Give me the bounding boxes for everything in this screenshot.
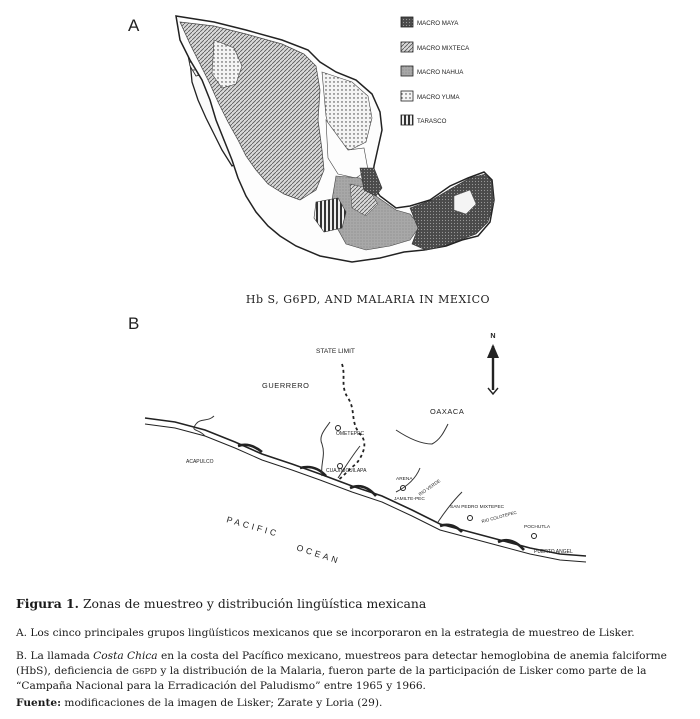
- guerrero-label: GUERRERO: [262, 381, 310, 390]
- pochutla-label: POCHUTLA: [524, 525, 551, 530]
- puerto-angel-label: PUERTO ANGEL: [534, 549, 573, 555]
- legend-label-nahua: MACRO NAHUA: [417, 69, 464, 76]
- legend-label-mixteca: MACRO MIXTECA: [417, 45, 470, 52]
- cuajinicuilapa-label: CUAJINICUILAPA: [326, 468, 367, 474]
- san-pedro-label: SAN PEDRO MIXTEPEC: [450, 505, 505, 510]
- caption-paragraph-a: A. Los cinco principales grupos lingüísticos mexicanos que se incorporaron en la estrategia de muestreo de Lisker.: [16, 627, 635, 639]
- para-b-part-1: B. La llamada: [16, 650, 94, 662]
- legend-label-yuma: MACRO YUMA: [417, 94, 460, 101]
- acapulco-label: ACAPULCO: [186, 459, 214, 465]
- legend-label-maya: MACRO MAYA: [417, 20, 459, 27]
- map-a-title: Hb S, G6PD, AND MALARIA IN MEXICO: [245, 293, 491, 306]
- para-b-italic: Costa Chica: [93, 650, 158, 662]
- coastline-inner: [145, 424, 586, 562]
- legend-label-tarasco: TARASCO: [417, 118, 447, 125]
- ocean-label: OCEAN: [295, 542, 342, 566]
- panel-b-label: B: [128, 314, 140, 333]
- jamiltepec-label: JAMILTE-PEC: [394, 497, 425, 502]
- mexico-linguistic-map: [0, 0, 700, 315]
- rio-colotepec-label: RIO COLOTEPEC: [480, 509, 518, 524]
- figure-caption-title: [16, 596, 426, 611]
- para-b-part-2: en la costa del Pacífico mexicano, muestreos para detectar hemoglobina de anemia falciforme (HbS), deficiencia de: [16, 650, 667, 677]
- caption-source: [16, 696, 686, 711]
- san-pedro-marker: [468, 516, 473, 521]
- ometepec-marker: [336, 426, 341, 431]
- panel-a-label: A: [128, 16, 140, 35]
- para-b-part-3: y la distribución de la Malaria, fueron parte de la participación de Lisker como parte de la “Campaña Nacional para la Erradicación del Paludismo” entre 1965 y 1966.: [16, 664, 647, 692]
- north-label: N: [490, 331, 496, 340]
- figure-label: Figura 1.: [16, 596, 79, 611]
- pacific-label: PACIFIC: [225, 514, 281, 539]
- caption-paragraph-b: [16, 649, 686, 694]
- pochutla-marker: [532, 534, 537, 539]
- map-legend: [401, 17, 470, 125]
- source-text: modificaciones de la imagen de Lisker; Zarate y Loria (29).: [61, 697, 383, 709]
- figure-title-text: Zonas de muestreo y distribución lingüística mexicana: [82, 596, 427, 611]
- oaxaca-label: OAXACA: [430, 407, 465, 416]
- rio-verde-label: RIO VERDE: [417, 478, 442, 497]
- state-limit-label: STATE LIMIT: [316, 348, 355, 355]
- arena-label: ARENA: [396, 477, 413, 482]
- north-arrow-icon: [487, 344, 499, 394]
- state-limit-line: [338, 364, 364, 480]
- para-b-g6pd: G6PD: [132, 666, 157, 677]
- ometepec-label: OMETEPEC: [336, 431, 365, 437]
- source-label: Fuente:: [16, 697, 62, 709]
- costa-chica-map: [0, 318, 700, 588]
